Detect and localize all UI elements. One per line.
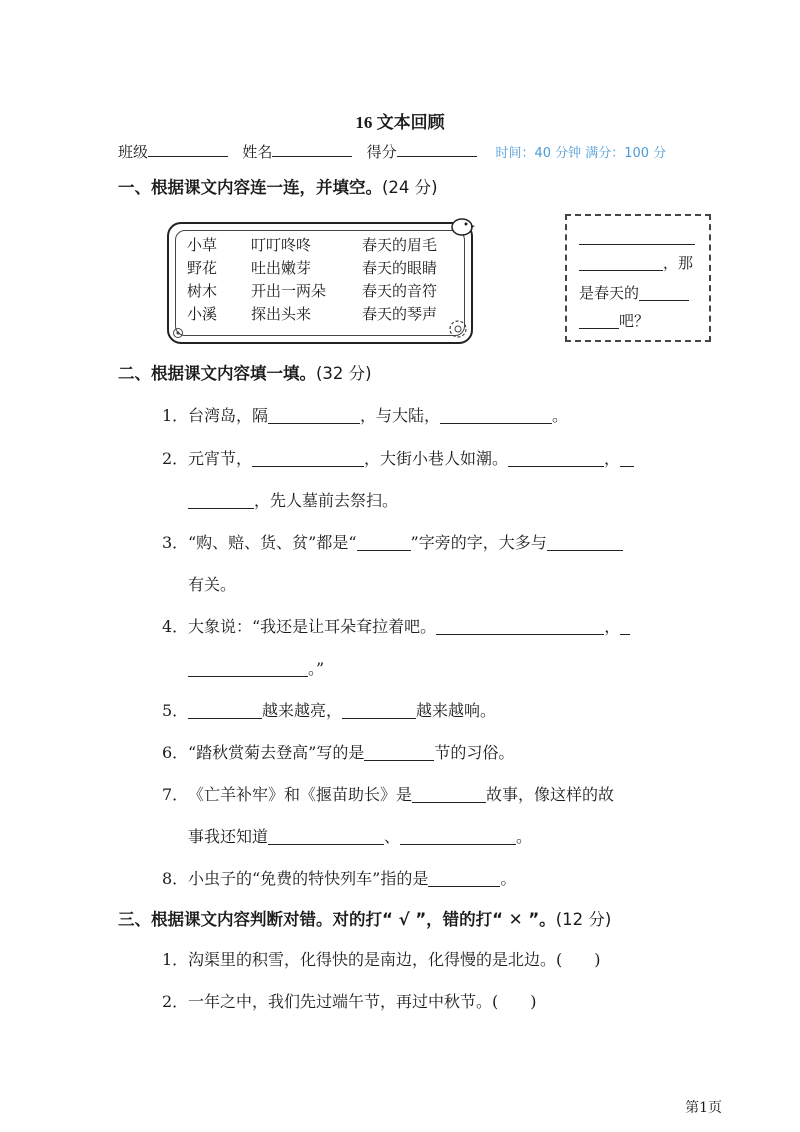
match-item[interactable]: 叮叮咚咚 [251,236,312,254]
question-text: 故事，像这样的故 [486,785,615,804]
question-text: 《亡羊补牢》和《揠苗助长》是 [188,785,413,804]
match-item[interactable]: 春天的眼睛 [362,259,438,277]
question-text: 越来越亮， [262,701,343,720]
question-text: 事我还知道 [188,827,269,846]
section-2-heading [118,360,372,384]
section-3-title: 三、根据课文内容判断对错。对的打“ √ ”，错的打“ ✕ ”。 [118,910,556,929]
question-text: ， [604,449,621,468]
fill-frame [565,214,711,342]
score-label: 得分 [366,143,397,161]
question-2-8 [162,866,516,889]
question-text: ， [604,617,621,636]
flower-icon [448,319,468,339]
section-1-points: (24 分) [382,178,438,197]
question-text: ，大街小巷人如潮。 [364,449,509,468]
class-label: 班级 [118,143,149,161]
section-1-title: 一、根据课文内容连一连，并填空。 [118,178,382,197]
answer-blank[interactable] [547,534,623,551]
match-item[interactable]: 野花 [187,259,218,277]
question-2-3-cont [188,572,236,595]
judgment-statement[interactable]: 一年之中，我们先过端午节，再过中秋节。( ) [188,992,537,1011]
question-2-5 [162,698,496,721]
section-3-points: (12 分) [555,910,612,929]
question-text: 元宵节， [188,449,253,468]
fill-text: ，那 [663,254,694,272]
class-blank[interactable] [148,142,228,157]
question-2-1 [162,403,568,426]
question-2-2 [162,446,634,469]
answer-blank[interactable] [252,450,364,467]
fill-text: 是春天的 [579,284,640,302]
answer-blank[interactable] [188,702,262,719]
question-text: 、 [384,827,401,846]
question-text: 。 [500,869,517,888]
match-item[interactable]: 小溪 [187,305,218,323]
question-text: “踏秋赏菊去登高”写的是 [188,743,365,762]
page-title: 16 文本回顾 [355,113,445,132]
question-2-4-cont [188,656,324,679]
question-number: 4． [162,617,189,636]
answer-blank[interactable] [268,828,384,845]
answer-blank[interactable] [400,828,516,845]
question-text: 有关。 [188,575,237,594]
answer-blank[interactable] [620,450,634,467]
question-number: 3． [162,533,189,552]
answer-blank[interactable] [508,450,604,467]
matching-column-subjects [187,234,217,326]
match-item[interactable]: 吐出嫩芽 [251,259,312,277]
question-number: 8． [162,869,189,888]
match-item[interactable]: 春天的眉毛 [362,236,438,254]
question-number: 7． [162,785,189,804]
fill-blank[interactable] [579,312,619,329]
question-text: 。 [516,827,533,846]
answer-blank[interactable] [188,492,254,509]
match-item[interactable]: 开出一两朵 [251,282,327,300]
question-3-2 [162,989,537,1012]
matching-column-actions [251,234,326,326]
question-2-2-cont [188,488,398,511]
question-text: “购、赔、货、贫”都是“ [188,533,357,552]
question-text: 小虫子的“免费的特快列车”指的是 [188,869,429,888]
answer-blank[interactable] [342,702,416,719]
fill-line-4 [579,310,649,331]
name-label: 姓名 [242,143,273,161]
question-2-3 [162,530,623,553]
question-text: 越来越响。 [416,701,497,720]
question-3-1 [162,947,601,970]
question-2-4 [162,614,630,637]
question-text: 。” [308,659,325,678]
fill-blank[interactable] [579,228,695,245]
match-item[interactable]: 树木 [187,282,218,300]
answer-blank[interactable] [357,534,411,551]
question-2-7-cont [188,824,532,847]
fill-blank[interactable] [639,284,689,301]
section-1-heading [118,174,438,198]
answer-blank[interactable] [188,660,308,677]
answer-blank[interactable] [428,870,500,887]
match-item[interactable]: 春天的琴声 [362,305,438,323]
matching-column-spring [362,234,437,326]
question-number: 1． [162,950,189,969]
score-blank[interactable] [397,142,477,157]
match-item[interactable]: 探出头来 [251,305,312,323]
section-2-points: (32 分) [316,364,372,383]
match-item[interactable]: 春天的音符 [362,282,438,300]
section-2-title: 二、根据课文内容填一填。 [118,364,316,383]
fill-blank[interactable] [579,254,663,271]
question-number: 2． [162,992,189,1011]
question-text: ”字旁的字，大多与 [410,533,547,552]
page-number: 第1页 [685,1100,722,1116]
question-number: 6． [162,743,189,762]
fill-line-3 [579,282,689,303]
question-text: ，先人墓前去祭扫。 [254,491,399,510]
question-text: 。 [552,406,569,425]
flower-icon [172,327,184,339]
fill-line-2 [579,252,693,273]
answer-blank[interactable] [364,744,434,761]
question-2-6 [162,740,514,763]
section-3-heading [118,906,611,930]
question-2-7 [162,782,614,805]
fill-text: 吧？ [619,312,650,330]
matching-box [167,222,473,344]
answer-blank[interactable] [268,407,360,424]
question-text: 节的习俗。 [434,743,515,762]
match-item[interactable]: 小草 [187,236,218,254]
question-number: 2． [162,449,189,468]
question-number: 1． [162,406,189,425]
answer-blank[interactable] [412,786,486,803]
judgment-statement[interactable]: 沟渠里的积雪，化得快的是南边，化得慢的是北边。( ) [188,950,601,969]
answer-blank[interactable] [440,407,552,424]
name-blank[interactable] [272,142,352,157]
time-info: 时间：40 分钟 满分：100 分 [495,146,667,161]
question-number: 5． [162,701,189,720]
answer-blank[interactable] [620,618,630,635]
fill-line-1 [579,228,695,246]
bird-icon [447,210,477,240]
answer-blank[interactable] [436,618,604,635]
info-row [118,141,666,162]
question-text: ，与大陆， [360,406,441,425]
question-text: 台湾岛，隔 [188,406,269,425]
question-text: 大象说：“我还是让耳朵耷拉着吧。 [188,617,437,636]
